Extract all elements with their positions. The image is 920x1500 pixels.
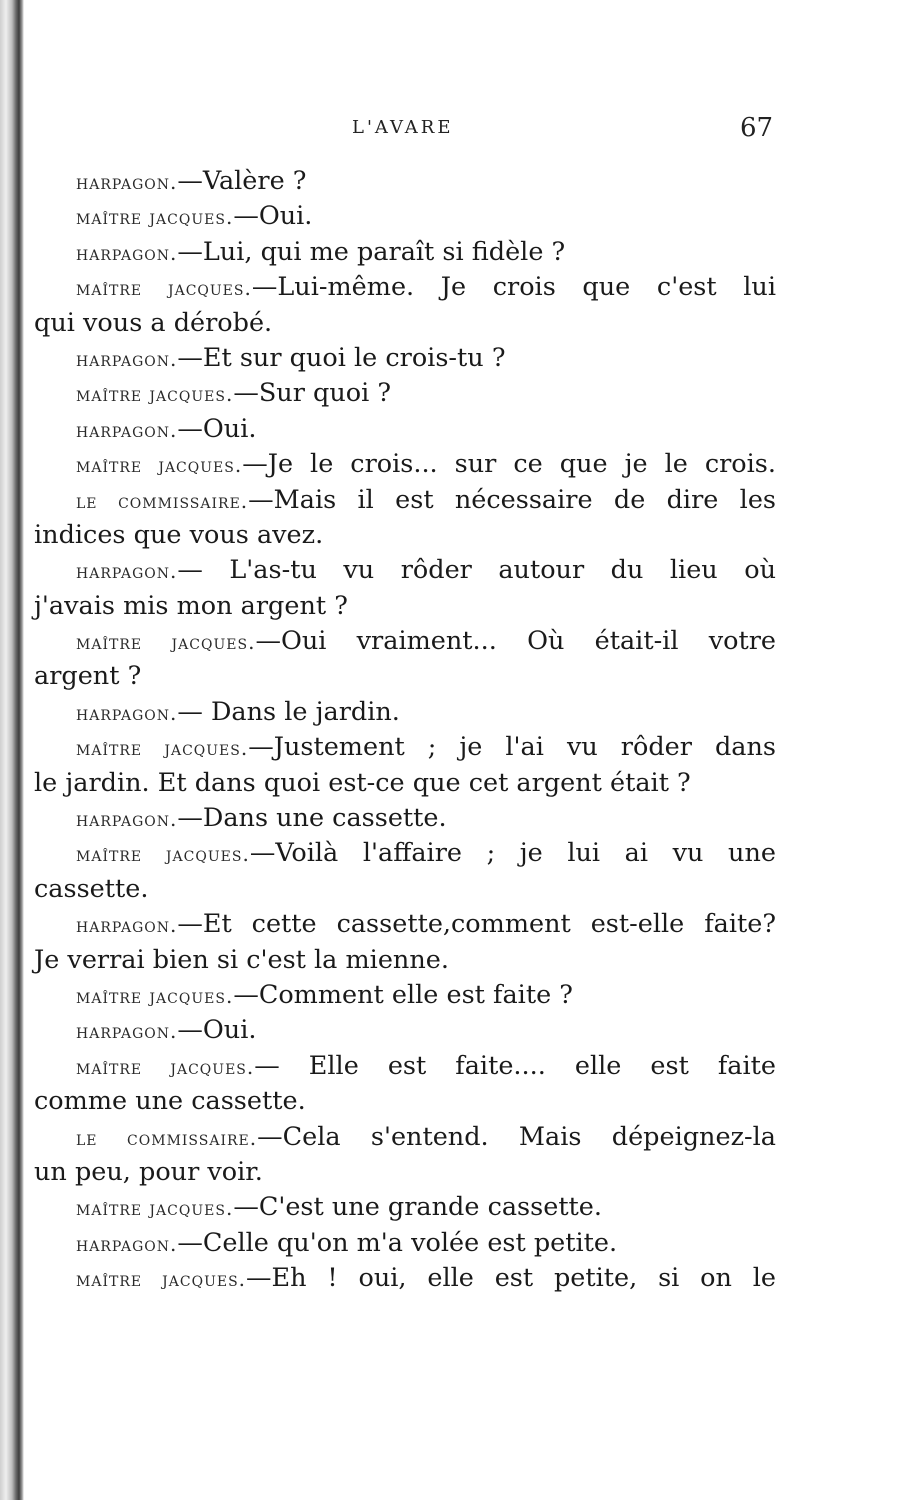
line-text: —Je le crois... sur ce que je le crois.: [242, 449, 776, 480]
text-line: [34, 235, 776, 270]
text-line: [34, 1120, 776, 1155]
text-line: [34, 518, 776, 553]
text-line: [34, 766, 776, 801]
line-text: —Oui vraiment... Où était-il votre: [255, 626, 777, 657]
text-line: [34, 1155, 776, 1190]
dialogue-text: [34, 164, 776, 1297]
line-text: —Comment elle est faite ?: [233, 979, 573, 1010]
speaker-name: maître jacques.: [76, 983, 234, 1008]
line-text: —Dans une cassette.: [177, 803, 447, 834]
text-line: [34, 943, 776, 978]
running-head: [0, 113, 920, 145]
line-text: un peu, pour voir.: [34, 1156, 263, 1187]
line-text: —Oui.: [233, 201, 313, 232]
speaker-name: harpagon.: [76, 700, 178, 725]
binding-gutter: [0, 0, 24, 1500]
line-text: —C'est une grande cassette.: [233, 1192, 603, 1223]
line-text: —Voilà l'affaire ; je lui ai vu une: [249, 838, 776, 869]
speaker-name: maître jacques.: [76, 630, 256, 655]
line-text: —Cela s'entend. Mais dépeignez-la: [257, 1121, 776, 1152]
text-line: [34, 412, 776, 447]
speaker-name: harpagon.: [76, 559, 178, 584]
text-line: [34, 659, 776, 694]
speaker-name: maître jacques.: [76, 453, 243, 478]
speaker-name: harpagon.: [76, 346, 178, 371]
line-text: —Mais il est nécessaire de dire les: [248, 484, 776, 515]
line-text: —Justement ; je l'ai vu rôder dans: [248, 732, 776, 763]
line-text: —Eh ! oui, elle est petite, si on le: [246, 1263, 777, 1294]
text-line: [34, 164, 776, 199]
line-text: —Oui.: [177, 1015, 257, 1046]
line-text: comme une cassette.: [34, 1086, 306, 1117]
text-line: [34, 199, 776, 234]
text-line: [34, 306, 776, 341]
speaker-name: maître jacques.: [76, 1196, 234, 1221]
speaker-name: maître jacques.: [76, 736, 249, 761]
text-line: [34, 836, 776, 871]
speaker-name: maître jacques.: [76, 842, 250, 867]
line-text: —Lui, qui me paraît si fidèle ?: [177, 236, 566, 267]
line-text: argent ?: [34, 661, 142, 692]
text-line: [34, 624, 776, 659]
speaker-name: le commissaire.: [76, 488, 249, 513]
page-number: 67: [740, 113, 774, 143]
text-line: [34, 695, 776, 730]
speaker-name: maître jacques.: [76, 276, 252, 301]
line-text: — Elle est faite.... elle est faite: [254, 1050, 777, 1081]
speaker-name: harpagon.: [76, 240, 178, 265]
line-text: —Celle qu'on m'a volée est petite.: [177, 1227, 618, 1258]
speaker-name: harpagon.: [76, 170, 178, 194]
speaker-name: harpagon.: [76, 913, 178, 938]
text-line: [34, 376, 776, 411]
speaker-name: le commissaire.: [76, 1125, 258, 1150]
text-line: [34, 1190, 776, 1225]
text-line: [34, 1261, 776, 1296]
line-text: indices que vous avez.: [34, 519, 324, 550]
text-line: [34, 1013, 776, 1048]
line-text: Je verrai bien si c'est la mienne.: [34, 944, 449, 975]
text-line: [34, 553, 776, 588]
text-line: [34, 730, 776, 765]
speaker-name: harpagon.: [76, 1231, 178, 1256]
speaker-name: maître jacques.: [76, 205, 234, 230]
text-line: [34, 1226, 776, 1261]
line-text: le jardin. Et dans quoi est-ce que cet argent était ?: [34, 767, 691, 798]
line-text: —Sur quoi ?: [233, 378, 392, 409]
text-line: [34, 801, 776, 836]
speaker-name: harpagon.: [76, 807, 178, 832]
text-line: [34, 872, 776, 907]
text-line: [34, 907, 776, 942]
line-text: —Oui.: [177, 413, 257, 444]
text-line: [34, 589, 776, 624]
speaker-name: harpagon.: [76, 1019, 178, 1044]
speaker-name: harpagon.: [76, 417, 178, 442]
text-line: [34, 978, 776, 1013]
speaker-name: maître jacques.: [76, 382, 234, 407]
line-text: —Et sur quoi le crois-tu ?: [177, 342, 506, 373]
text-line: [34, 1084, 776, 1119]
text-line: [34, 447, 776, 482]
line-text: —Valère ?: [177, 166, 307, 196]
line-text: —Et cette cassette,comment est-elle faite?: [177, 909, 776, 940]
line-text: qui vous a dérobé.: [34, 307, 273, 338]
running-title: L'AVARE: [352, 117, 454, 138]
line-text: — L'as-tu vu rôder autour du lieu où: [177, 555, 776, 586]
text-line: [34, 270, 776, 305]
text-line: [34, 483, 776, 518]
line-text: — Dans le jardin.: [177, 696, 400, 727]
text-line: [34, 341, 776, 376]
line-text: j'avais mis mon argent ?: [34, 590, 348, 621]
line-text: cassette.: [34, 873, 149, 904]
line-text: —Lui-même. Je crois que c'est lui: [251, 272, 776, 303]
speaker-name: maître jacques.: [76, 1054, 255, 1079]
speaker-name: maître jacques.: [76, 1267, 247, 1292]
text-line: [34, 1049, 776, 1084]
